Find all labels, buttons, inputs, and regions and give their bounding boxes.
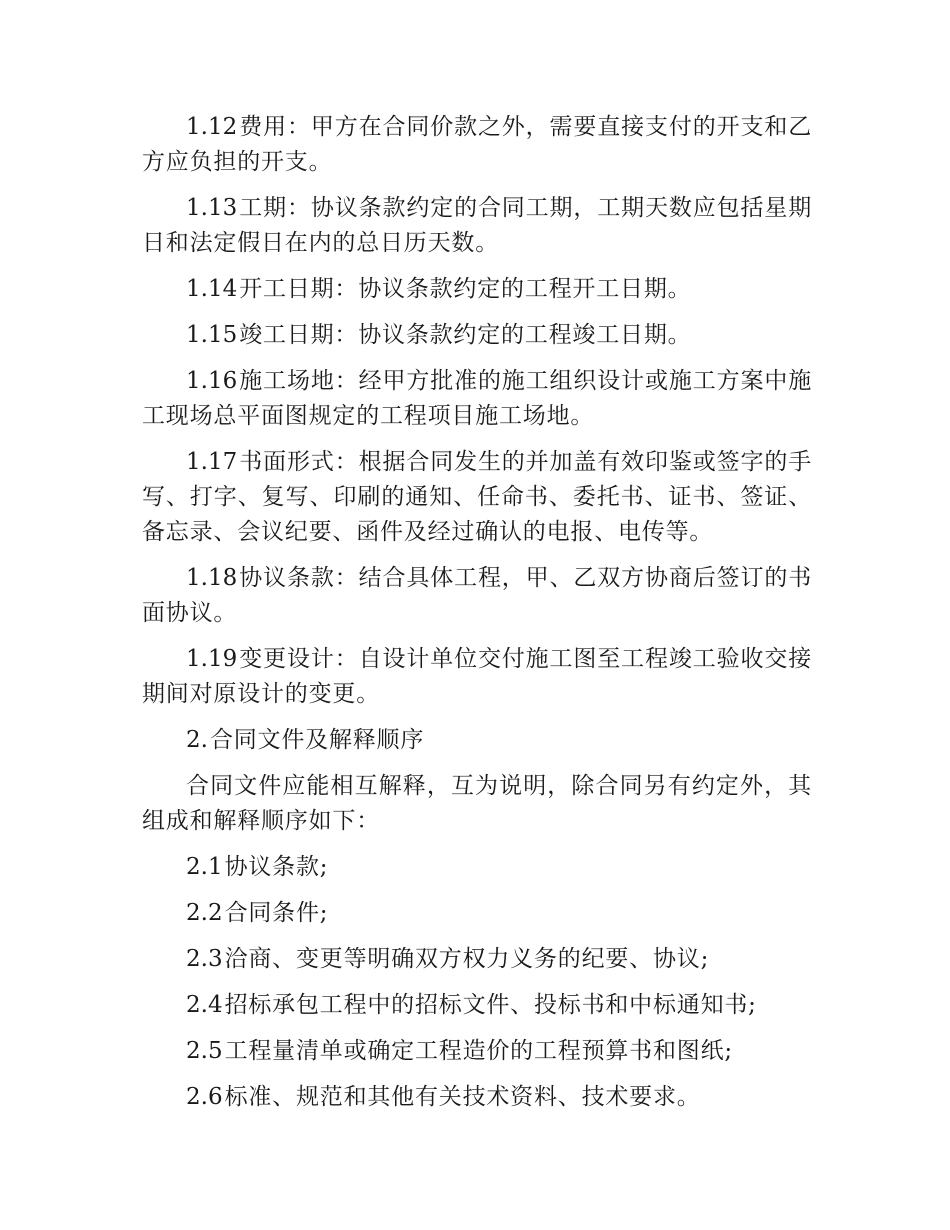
clause-text: 协议条款; [224,854,329,880]
clause-text: 费用：甲方在合同价款之外，需要直接支付的开支和乙方应负担的开支。 [142,114,812,175]
clause-number: 1.12 [186,114,238,140]
document-body [142,110,812,1126]
clause-1-15 [142,318,812,353]
clause-2-2 [142,896,812,931]
clause-text: 工期：协议条款约定的合同工期，工期天数应包括星期日和法定假日在内的总日历天数。 [142,195,812,256]
clause-text: 竣工日期：协议条款约定的工程竣工日期。 [239,322,692,348]
clause-text: 施工场地：经甲方批准的施工组织设计或施工方案中施工现场总平面图规定的工程项目施工场地。 [142,368,812,429]
clause-number: 2.3 [186,946,223,972]
clause-number: 2.5 [186,1038,223,1064]
clause-1-19 [142,642,812,712]
section-number: 2. [186,727,208,753]
section-heading-2 [142,723,812,758]
clause-text: 招标承包工程中的招标文件、投标书和中标通知书; [224,992,757,1018]
clause-text: 协议条款：结合具体工程，甲、乙双方协商后签订的书面协议。 [142,565,812,626]
clause-1-16 [142,364,812,434]
clause-1-17 [142,445,812,550]
clause-text: 合同条件; [224,900,329,926]
clause-1-14 [142,272,812,307]
clause-number: 2.2 [186,900,223,926]
section-intro [142,769,812,839]
clause-number: 1.18 [186,565,238,591]
clause-2-5 [142,1034,812,1069]
clause-number: 1.15 [186,322,238,348]
clause-number: 1.13 [186,195,238,221]
clause-number: 1.19 [186,646,238,672]
clause-number: 1.17 [186,449,238,475]
clause-1-18 [142,561,812,631]
clause-text: 书面形式：根据合同发生的并加盖有效印鉴或签字的手写、打字、复写、印刷的通知、任命书、委托书、证书、签证、备忘录、会议纪要、函件及经过确认的电报、电传等。 [142,449,812,545]
clause-number: 2.1 [186,854,223,880]
clause-text: 工程量清单或确定工程造价的工程预算书和图纸; [224,1038,733,1064]
clause-2-4 [142,988,812,1023]
clause-2-1 [142,850,812,885]
clause-1-12 [142,110,812,180]
clause-2-3 [142,942,812,977]
clause-text: 洽商、变更等明确双方权力义务的纪要、协议; [224,946,710,972]
intro-text: 合同文件应能相互解释，互为说明，除合同另有约定外，其组成和解释顺序如下： [142,773,812,834]
section-title: 合同文件及解释顺序 [209,727,425,753]
clause-text: 标准、规范和其他有关技术资料、技术要求。 [224,1084,701,1110]
clause-2-6 [142,1080,812,1115]
clause-number: 2.6 [186,1084,223,1110]
clause-number: 1.14 [186,276,238,302]
clause-number: 1.16 [186,368,238,394]
clause-number: 2.4 [186,992,223,1018]
clause-text: 变更设计：自设计单位交付施工图至工程竣工验收交接期间对原设计的变更。 [142,646,812,707]
clause-1-13 [142,191,812,261]
clause-text: 开工日期：协议条款约定的工程开工日期。 [239,276,692,302]
